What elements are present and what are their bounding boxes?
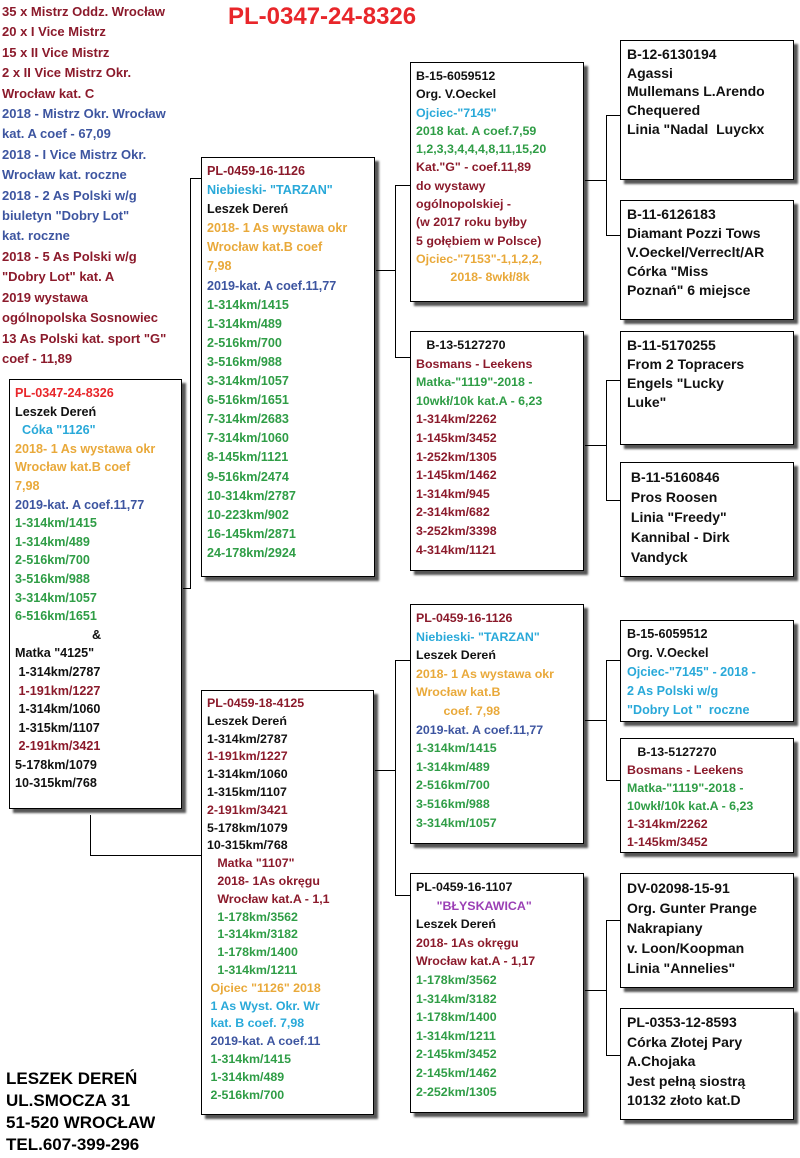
text-line: 20 x I Vice Mistrz: [2, 24, 106, 40]
text-line: 2-516km/700: [207, 1087, 285, 1102]
text-line: PL-0459-18-4125: [207, 696, 305, 710]
connector-line: [90, 855, 202, 856]
pigeon-card-dam: [201, 690, 374, 1115]
text-line: 8-145km/1121: [207, 450, 289, 465]
text-line: 13 As Polski kat. sport "G": [2, 330, 167, 346]
text-line: 10wkł/10k kat.A - 6,23: [627, 799, 754, 813]
text-line: Engels "Lucky: [627, 375, 724, 391]
text-line: 1-314km/1060: [15, 702, 101, 717]
text-line: B-15-6059512: [627, 627, 708, 641]
text-line: B-15-6059512: [416, 69, 496, 83]
pigeon-card-sire-dam: [410, 331, 584, 571]
text-line: Bosmans - Leekens: [416, 356, 533, 371]
connector-line: [395, 895, 411, 896]
text-line: 1-314km/1415: [416, 741, 497, 756]
text-line: Leszek Dereń: [416, 648, 496, 663]
connector-line: [606, 115, 621, 116]
text-line: Wrocław kat. roczne: [2, 167, 127, 183]
text-line: 3-314km/1057: [15, 590, 97, 605]
breeder-address: [6, 1068, 155, 1156]
text-line: 3-314km/1057: [416, 815, 497, 830]
text-line: v. Loon/Koopman: [627, 940, 745, 956]
text-line: 10wkł/10k kat.A - 6,23: [416, 393, 543, 408]
connector-line: [585, 180, 606, 181]
text-line: 2 x II Vice Mistrz Okr.: [2, 65, 132, 81]
connector-line: [606, 380, 621, 381]
achievements-list: [2, 2, 202, 369]
text-line: Ojciec-"7145": [416, 105, 497, 120]
text-line: 1-314km/489: [15, 534, 90, 549]
connector-line: [606, 500, 621, 501]
text-line: 1-178km/1400: [416, 1010, 497, 1025]
text-line: Matka "1107": [207, 856, 295, 871]
pigeon-card-subject: [9, 379, 182, 809]
address-street: UL.SMOCZA 31: [6, 1091, 131, 1110]
pigeon-card-dam-sire: [410, 604, 584, 844]
text-line: Linia "Nadal Luyckx: [627, 120, 765, 137]
text-line: Wrocław kat.B: [416, 685, 501, 700]
pigeon-card-sire-sire-dam: [620, 200, 794, 320]
address-name: LESZEK DEREŃ: [6, 1069, 138, 1088]
text-line: 3-252km/3398: [416, 523, 497, 538]
text-line: Niebieski- "TARZAN": [207, 183, 333, 198]
pigeon-card-sire-sire-sire: [620, 40, 794, 180]
text-line: 2018 - 5 As Polski w/g: [2, 248, 137, 264]
connector-line: [376, 270, 395, 271]
text-line: Agassi: [627, 64, 673, 81]
text-line: 2-516km/700: [416, 778, 490, 793]
text-line: Jest pełną siostrą: [627, 1072, 746, 1089]
text-line: B-12-6130194: [627, 46, 717, 62]
pigeon-card-sire-sire: [410, 62, 584, 302]
text-line: 2019 wystawa: [2, 289, 89, 305]
text-line: Linia "Annelies": [627, 960, 736, 976]
text-line: 7-314km/1060: [207, 431, 289, 446]
text-line: 1-314km/2262: [627, 817, 708, 831]
text-line: 2019-kat. A coef.11,77: [416, 722, 544, 737]
connector-line: [190, 178, 202, 179]
text-line: 10-315km/768: [207, 838, 288, 853]
text-line: 1-314km/489: [207, 316, 282, 331]
text-line: 1-314km/3182: [416, 991, 497, 1006]
connector-line: [585, 720, 606, 721]
pigeon-card-dam-sire-sire: [620, 620, 794, 722]
text-line: 2018- 1As okręgu: [207, 873, 320, 888]
text-line: 2018- 1 As wystawa okr: [207, 221, 348, 236]
connector-line: [395, 185, 396, 357]
text-line: 2-252km/1305: [416, 1084, 497, 1099]
connector-line: [190, 178, 191, 588]
connector-line: [606, 780, 621, 781]
text-line: 1-252km/1305: [416, 449, 497, 464]
text-line: "Dobry Lot" kat. A: [2, 269, 115, 285]
text-line: Ojciec-"7153"-1,1,2,2,: [416, 251, 543, 266]
text-line: 1-314km/1060: [207, 767, 288, 782]
connector-line: [395, 357, 411, 358]
text-line: PL-0459-16-1107: [416, 880, 513, 894]
text-line: 24-178km/2924: [207, 545, 296, 560]
text-line: Matka-"1119"-2018 -: [416, 375, 533, 390]
text-line: 5-178km/1079: [207, 820, 288, 835]
text-line: 3-516km/988: [416, 796, 490, 811]
page-title: PL-0347-24-8326: [228, 3, 417, 30]
connector-line: [606, 115, 607, 235]
text-line: Matka-"1119"-2018 -: [627, 781, 744, 795]
text-line: 2018- 1 As wystawa okr: [15, 441, 156, 456]
text-line: 1,2,3,3,4,4,4,8,11,15,20: [416, 142, 547, 157]
text-line: Wrocław kat.A - 1,1: [207, 891, 330, 906]
text-line: 10-315km/768: [15, 776, 97, 791]
text-line: B-11-5170255: [627, 337, 716, 353]
text-line: 1-314km/945: [416, 486, 490, 501]
text-line: "Dobry Lot " roczne: [627, 703, 750, 717]
text-line: 10132 złoto kat.D: [627, 1092, 741, 1108]
text-line: 1-314km/2787: [207, 731, 288, 746]
connector-line: [183, 588, 191, 589]
text-line: 10-314km/2787: [207, 488, 296, 503]
text-line: Cóka "1126": [15, 423, 96, 438]
text-line: Wrocław kat.B coef: [207, 240, 323, 255]
text-line: 2018- 1 As wystawa okr: [416, 666, 554, 681]
text-line: 2018 kat. A coef.7,59: [416, 123, 537, 138]
text-line: 1-314km/2262: [416, 412, 497, 427]
text-line: B-13-5127270: [627, 745, 717, 759]
text-line: Bosmans - Leekens: [627, 763, 744, 777]
connector-line: [606, 660, 621, 661]
pigeon-card-dam-dam-dam: [620, 1008, 794, 1120]
text-line: 2-516km/700: [15, 553, 90, 568]
connector-line: [606, 660, 607, 780]
connector-line: [606, 920, 607, 1055]
connector-line: [585, 445, 606, 446]
text-line: 1-145km/3452: [627, 835, 708, 849]
text-line: Org. Gunter Prange: [627, 900, 757, 916]
text-line: 2-145km/3452: [416, 1047, 497, 1062]
text-line: 2019-kat. A coef.11: [207, 1034, 321, 1049]
pigeon-card-dam-dam-sire: [620, 873, 794, 988]
text-line: 3-314km/1057: [207, 374, 289, 389]
text-line: 1-178km/1400: [207, 945, 298, 960]
text-line: PL-0347-24-8326: [15, 386, 114, 400]
text-line: Leszek Dereń: [207, 713, 287, 728]
text-line: 2-191km/3421: [207, 802, 288, 817]
text-line: Kannibal - Dirk: [627, 529, 730, 545]
text-line: 1-314km/1415: [207, 1051, 292, 1066]
text-line: DV-02098-15-91: [627, 880, 730, 896]
connector-line: [375, 770, 395, 771]
text-line: B-13-5127270: [416, 338, 506, 352]
text-line: 6-516km/1651: [207, 393, 289, 408]
text-line: 1-314km/2787: [15, 664, 101, 679]
text-line: Matka "4125": [15, 646, 95, 661]
text-line: Córka Złotej Pary: [627, 1033, 743, 1050]
text-line: B-11-6126183: [627, 206, 716, 222]
text-line: 2018 - Mistrz Okr. Wrocław: [2, 106, 166, 122]
text-line: 1-315km/1107: [207, 784, 287, 799]
text-line: 1-178km/3562: [416, 972, 497, 987]
pigeon-card-dam-sire-dam: [620, 738, 794, 853]
pigeon-card-dam-dam: [410, 873, 584, 1113]
text-line: 2 As Polski w/g: [627, 684, 719, 698]
text-line: 1 As Wyst. Okr. Wr: [207, 998, 320, 1013]
text-line: 1-314km/1211: [416, 1028, 496, 1043]
text-line: 1-314km/1415: [15, 516, 97, 531]
text-line: 2-191km/3421: [15, 739, 101, 754]
text-line: 35 x Mistrz Oddz. Wrocław: [2, 4, 166, 19]
text-line: PL-0459-16-1126: [207, 164, 306, 178]
text-line: 2019-kat. A coef.11,77: [207, 278, 337, 293]
text-line: 2018 - 2 As Polski w/g: [2, 187, 137, 203]
text-line: ogólnopolska Sosnowiec: [2, 310, 159, 326]
text-line: 2-516km/700: [207, 335, 282, 350]
text-line: (w 2017 roku byłby: [416, 215, 527, 230]
connector-line: [395, 185, 411, 186]
text-line: Wrocław kat.A - 1,17: [416, 954, 536, 969]
text-line: 2-145km/1462: [416, 1065, 497, 1080]
text-line: Leszek Dereń: [207, 202, 289, 217]
text-line: 2018- 8wkł/8k: [416, 270, 530, 285]
text-line: Leszek Dereń: [416, 917, 496, 932]
text-line: Chequered: [627, 102, 701, 119]
connector-line: [90, 815, 91, 855]
text-line: 2018- 1As okręgu: [416, 935, 519, 950]
text-line: kat. B coef. 7,98: [207, 1016, 305, 1031]
text-line: 5 gołębiem w Polsce): [416, 233, 542, 248]
text-line: Wrocław kat.B coef: [15, 460, 131, 475]
text-line: Org. V.Oeckel: [416, 87, 497, 102]
text-line: 1-314km/3182: [207, 927, 298, 942]
text-line: coef - 11,89: [2, 350, 73, 366]
text-line: 9-516km/2474: [207, 469, 289, 484]
text-line: A.Chojaka: [627, 1053, 696, 1069]
text-line: 2-314km/682: [416, 505, 490, 520]
text-line: Mullemans L.Arendo: [627, 83, 765, 100]
text-line: From 2 Topracers: [627, 356, 745, 372]
text-line: Ojciec-"7145" - 2018 -: [627, 665, 756, 679]
pigeon-card-sire-dam-sire: [620, 331, 794, 445]
text-line: 1-191km/1227: [15, 683, 101, 698]
text-line: 3-516km/988: [207, 354, 282, 369]
connector-line: [395, 660, 396, 895]
text-line: Vandyck: [627, 549, 688, 565]
text-line: 1-314km/489: [416, 759, 490, 774]
text-line: B-11-5160846: [627, 469, 720, 485]
text-line: 16-145km/2871: [207, 526, 296, 541]
connector-line: [585, 990, 606, 991]
text-line: Leszek Dereń: [15, 404, 97, 419]
text-line: Niebieski- "TARZAN": [416, 629, 540, 644]
text-line: coef. 7,98: [416, 703, 501, 718]
text-line: ogólnopolskiej -: [416, 197, 511, 212]
text-line: biuletyn "Dobry Lot": [2, 208, 130, 224]
text-line: 1-145km/3452: [416, 430, 497, 445]
text-line: Linia "Freedy": [627, 509, 727, 525]
connector-line: [395, 660, 411, 661]
text-line: 4-314km/1121: [416, 542, 496, 557]
text-line: V.Oeckel/Verreclt/AR: [627, 244, 765, 260]
text-line: 2018 - I Vice Mistrz Okr.: [2, 146, 147, 162]
connector-line: [606, 920, 621, 921]
text-line: 5-178km/1079: [15, 757, 97, 772]
text-line: 1-315km/1107: [15, 720, 100, 735]
text-line: 2019-kat. A coef.11,77: [15, 497, 145, 512]
text-line: 1-314km/1415: [207, 297, 289, 312]
text-line: kat. roczne: [2, 228, 70, 244]
connector-line: [606, 235, 621, 236]
text-line: PL-0459-16-1126: [416, 611, 513, 625]
text-line: Pros Roosen: [627, 489, 718, 505]
text-line: "BŁYSKAWICA": [416, 898, 532, 913]
connector-line: [606, 1055, 621, 1056]
text-line: 1-145km/1462: [416, 468, 497, 483]
text-line: Córka "Miss: [627, 263, 709, 279]
text-line: 10-223km/902: [207, 507, 289, 522]
text-line: do wystawy: [416, 178, 486, 193]
text-line: Diamant Pozzi Tows: [627, 225, 761, 241]
text-line: PL-0353-12-8593: [627, 1014, 737, 1030]
text-line: Kat."G" - coef.11,89: [416, 160, 532, 175]
text-line: 6-516km/1651: [15, 609, 97, 624]
connector-line: [606, 380, 607, 500]
text-line: 7-314km/2683: [207, 412, 289, 427]
text-line: 1-178km/3562: [207, 909, 298, 924]
pigeon-card-sire-dam-dam: [620, 462, 794, 577]
text-line: Ojciec "1126" 2018: [207, 980, 321, 995]
address-city: 51-520 WROCŁAW: [6, 1113, 156, 1132]
text-line: &: [15, 627, 102, 642]
text-line: Wrocław kat. C: [2, 85, 95, 101]
address-phone: TEL.607-399-296: [6, 1135, 140, 1154]
text-line: kat. A coef - 67,09: [2, 126, 111, 142]
text-line: Nakrapiany: [627, 920, 703, 936]
text-line: 1-191km/1227: [207, 749, 288, 764]
text-line: 7,98: [207, 259, 232, 274]
text-line: 15 x II Vice Mistrz: [2, 44, 110, 60]
text-line: 1-314km/1211: [207, 962, 298, 977]
text-line: Poznań" 6 miejsce: [627, 282, 751, 298]
text-line: 7,98: [15, 478, 40, 493]
text-line: 3-516km/988: [15, 571, 90, 586]
text-line: Org. V.Oeckel: [627, 646, 709, 660]
text-line: 1-314km/489: [207, 1069, 285, 1084]
pigeon-card-sire: [201, 157, 375, 577]
text-line: Luke": [627, 394, 667, 410]
